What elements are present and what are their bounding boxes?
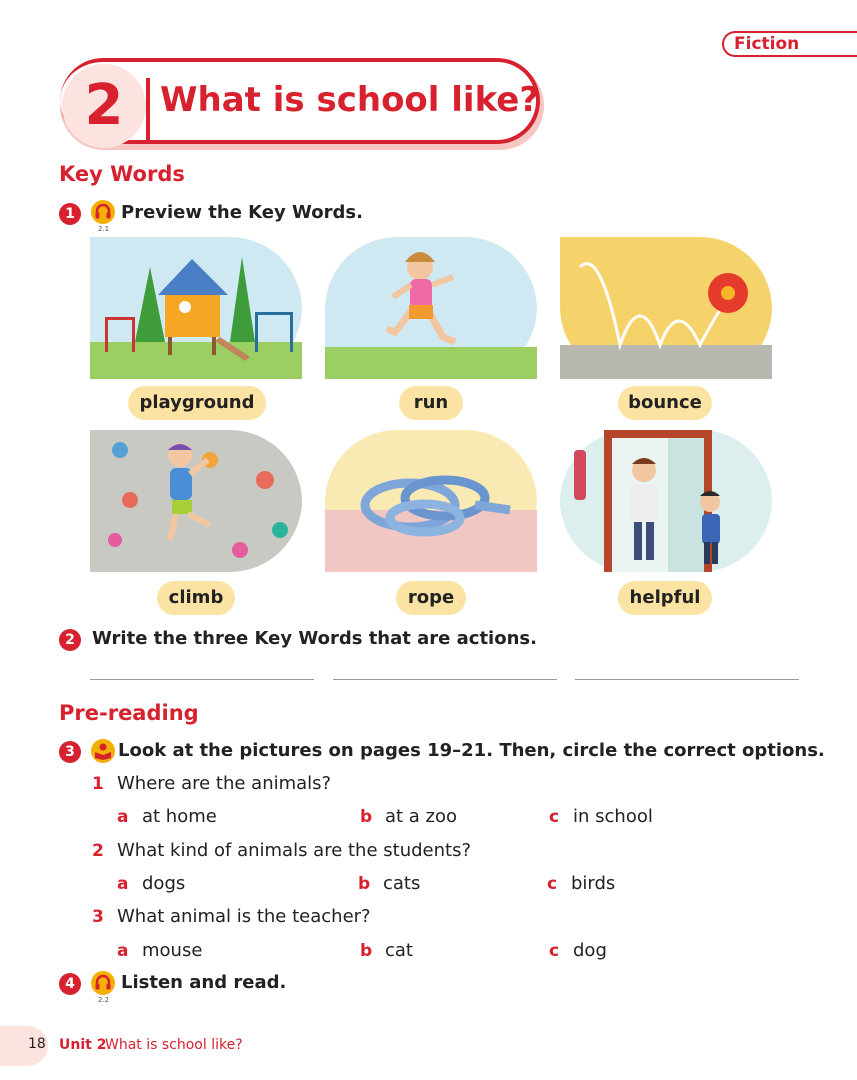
activity-3-number: 3: [59, 741, 81, 763]
question-3-text: What animal is the teacher?: [117, 906, 371, 927]
q3-option-a-letter[interactable]: a: [117, 941, 129, 961]
bounce-picture: [560, 237, 772, 379]
footer-unit-title: What is school like?: [105, 1037, 243, 1053]
key-word-climb: climb: [157, 581, 235, 615]
question-3-number: 3: [92, 907, 104, 927]
unit-number: 2: [84, 73, 124, 138]
answer-line-3[interactable]: [575, 679, 799, 680]
q2-option-c-letter[interactable]: c: [547, 874, 558, 894]
activity-2-number: 2: [59, 629, 81, 651]
activity-1-number: 1: [59, 203, 81, 225]
track-number: 2.1: [98, 225, 110, 233]
q3-option-c-text[interactable]: dog: [573, 940, 607, 961]
q1-option-b-letter[interactable]: b: [360, 807, 373, 827]
track-number: 2.2: [98, 996, 110, 1004]
q2-option-b-letter[interactable]: b: [358, 874, 371, 894]
key-word-rope: rope: [396, 581, 466, 615]
question-2-number: 2: [92, 841, 104, 861]
q1-option-b-text[interactable]: at a zoo: [385, 806, 458, 827]
activity-3-instruction: Look at the pictures on pages 19–21. Then, circle the correct options.: [118, 740, 825, 761]
run-picture: [325, 237, 537, 379]
climb-picture: [90, 430, 302, 572]
activity-2-instruction: Write the three Key Words that are actions.: [92, 628, 537, 649]
pre-reading-heading: Pre-reading: [59, 701, 199, 725]
answer-line-1[interactable]: [90, 679, 314, 680]
fiction-label: Fiction: [734, 34, 800, 54]
q2-option-b-text[interactable]: cats: [383, 873, 421, 894]
activity-4-number: 4: [59, 973, 81, 995]
key-word-helpful: helpful: [618, 581, 712, 615]
question-1-text: Where are the animals?: [117, 773, 332, 794]
answer-line-2[interactable]: [333, 679, 557, 680]
rope-picture: [325, 430, 537, 572]
q3-option-b-letter[interactable]: b: [360, 941, 373, 961]
footer-unit-label: Unit 2: [59, 1037, 107, 1053]
q3-option-c-letter[interactable]: c: [549, 941, 560, 961]
key-word-run: run: [399, 386, 463, 420]
key-words-heading: Key Words: [59, 162, 185, 186]
page-title: What is school like?: [160, 80, 540, 120]
q1-option-c-letter[interactable]: c: [549, 807, 560, 827]
fiction-tab: [722, 31, 857, 57]
activity-4-instruction: Listen and read.: [121, 972, 287, 993]
q2-option-c-text[interactable]: birds: [571, 873, 616, 894]
q3-option-b-text[interactable]: cat: [385, 940, 413, 961]
playground-picture: [90, 237, 302, 379]
q2-option-a-text[interactable]: dogs: [142, 873, 186, 894]
question-1-number: 1: [92, 774, 104, 794]
headphones-icon[interactable]: [91, 971, 115, 995]
headphones-icon[interactable]: [91, 200, 115, 226]
q1-option-a-letter[interactable]: a: [117, 807, 129, 827]
q1-option-c-text[interactable]: in school: [573, 806, 653, 827]
book-reading-icon: [91, 739, 115, 763]
title-divider: [146, 78, 150, 144]
q1-option-a-text[interactable]: at home: [142, 806, 217, 827]
q2-option-a-letter[interactable]: a: [117, 874, 129, 894]
question-2-text: What kind of animals are the students?: [117, 840, 472, 861]
key-word-bounce: bounce: [618, 386, 712, 420]
activity-1-instruction: Preview the Key Words.: [121, 202, 363, 223]
page-number: 18: [28, 1036, 46, 1052]
q3-option-a-text[interactable]: mouse: [142, 940, 203, 961]
key-word-playground: playground: [128, 386, 266, 420]
helpful-picture: [560, 430, 772, 572]
